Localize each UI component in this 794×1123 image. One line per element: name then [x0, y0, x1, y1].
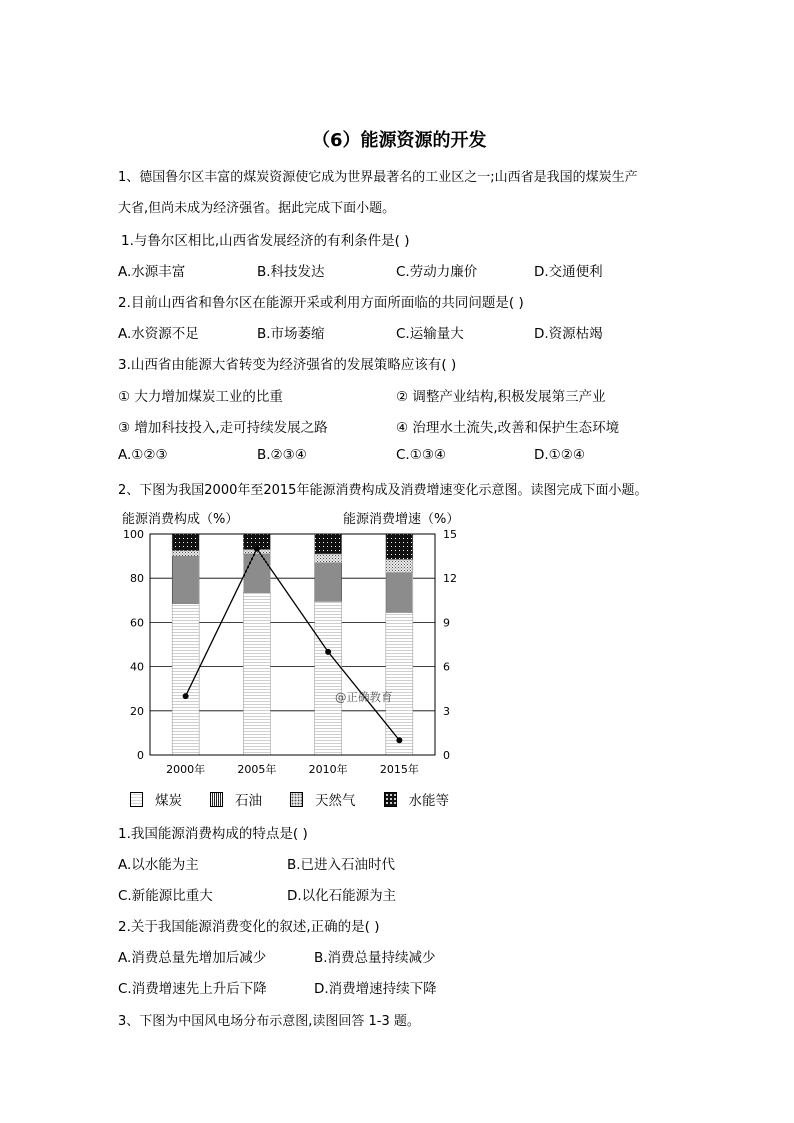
legend-swatch-oil: [210, 792, 223, 807]
right-axis-tick-label: 0: [443, 749, 450, 762]
q1-sub2-option-a[interactable]: A.水资源不足: [118, 326, 199, 342]
left-axis-tick-label: 100: [123, 528, 144, 541]
legend-item-oil: [210, 789, 262, 809]
bar-segment-oil: [315, 563, 342, 602]
q2-sub2-option-a[interactable]: A.消费总量先增加后减少: [118, 950, 267, 966]
legend-swatch-gas: [290, 792, 303, 807]
growth-rate-line: [186, 549, 400, 741]
right-axis-tick-label: 12: [443, 572, 457, 586]
growth-rate-point: [254, 546, 260, 552]
left-axis-tick-label: 40: [130, 660, 144, 674]
legend-label-hydro: 水能等: [408, 793, 449, 809]
watermark-text: @正确教育: [335, 690, 393, 704]
q1-sub3-stem: 3.山西省由能源大省转变为经济强省的发展策略应该有( ): [118, 357, 457, 373]
q1-sub2-stem: 2.目前山西省和鲁尔区在能源开采或利用方面所面临的共同问题是( ): [118, 295, 524, 311]
chart-legend: [130, 789, 477, 809]
left-axis-tick-label: 80: [130, 572, 144, 586]
legend-swatch-coal: [130, 792, 143, 807]
legend-label-coal: 煤炭: [155, 793, 182, 809]
q1-sub1-option-c[interactable]: C.劳动力廉价: [396, 264, 478, 280]
x-axis-tick-label: 2005年: [237, 763, 277, 776]
bar-segment-gas: [315, 554, 342, 563]
bar-segment-coal: [172, 604, 199, 755]
q2-intro: 2、下图为我国2000年至2015年能源消费构成及消费增速变化示意图。读图完成下面小题。: [118, 483, 648, 498]
bar-segment-hydro: [386, 534, 413, 559]
legend-label-oil: 石油: [235, 793, 262, 809]
q1-sub1-option-d[interactable]: D.交通便利: [534, 264, 603, 280]
q1-sub1-stem: 1.与鲁尔区相比,山西省发展经济的有利条件是( ): [121, 233, 410, 249]
q1-intro-line1: 1、德国鲁尔区丰富的煤炭资源使它成为世界最著名的工业区之一;山西省是我国的煤炭生产: [118, 170, 638, 185]
legend-item-coal: [130, 789, 182, 809]
q1-sub3-option-b[interactable]: B.②③④: [257, 447, 307, 463]
legend-label-gas: 天然气: [315, 793, 356, 809]
q1-sub1-option-a[interactable]: A.水源丰富: [118, 264, 186, 280]
q2-sub1-stem: 1.我国能源消费构成的特点是( ): [118, 826, 308, 842]
x-axis-tick-label: 2010年: [308, 763, 348, 776]
q2-sub2-stem: 2.关于我国能源消费变化的叙述,正确的是( ): [118, 919, 380, 935]
bar-segment-oil: [243, 554, 270, 593]
q1-sub3-option-c[interactable]: C.①③④: [396, 447, 447, 463]
energy-consumption-chart: [110, 525, 470, 785]
legend-item-gas: [290, 789, 356, 809]
bar-segment-gas: [172, 551, 199, 557]
right-axis-tick-label: 3: [443, 704, 450, 718]
q2-sub1-option-d[interactable]: D.以化石能源为主: [287, 888, 397, 904]
bar-segment-coal: [243, 593, 270, 755]
left-axis-tick-label: 60: [130, 616, 144, 630]
q1-sub2-option-d[interactable]: D.资源枯竭: [534, 326, 603, 342]
growth-rate-point: [183, 693, 189, 699]
q3-intro: 3、下图为中国风电场分布示意图,读图回答 1-3 题。: [118, 1014, 420, 1029]
q1-sub3-item-4: ④ 治理水土流失,改善和保护生态环境: [396, 420, 620, 436]
q1-intro-line2: 大省,但尚未成为经济强省。据此完成下面小题。: [118, 201, 396, 216]
bar-segment-coal: [315, 601, 342, 755]
left-axis-tick-label: 0: [137, 749, 144, 762]
right-axis-tick-label: 9: [443, 616, 450, 630]
q1-sub1-option-b[interactable]: B.科技发达: [257, 264, 325, 280]
chart-left-axis-title: 能源消费构成（%）: [122, 512, 239, 527]
bar-segment-hydro: [315, 534, 342, 554]
bar-segment-hydro: [172, 534, 199, 551]
q2-sub2-option-c[interactable]: C.消费增速先上升后下降: [118, 981, 267, 997]
q1-sub2-option-c[interactable]: C.运输量大: [396, 326, 464, 342]
left-axis-tick-label: 20: [130, 704, 144, 718]
q2-sub1-option-a[interactable]: A.以水能为主: [118, 857, 199, 873]
chart-right-axis-title: 能源消费增速（%）: [343, 512, 460, 527]
page-title: （6）能源资源的开发: [312, 130, 487, 151]
legend-swatch-hydro: [384, 792, 397, 807]
x-axis-tick-label: 2000年: [166, 763, 206, 776]
q1-sub3-item-2: ② 调整产业结构,积极发展第三产业: [396, 389, 606, 405]
bar-segment-oil: [172, 556, 199, 604]
right-axis-tick-label: 6: [443, 660, 450, 674]
growth-rate-point: [325, 649, 331, 655]
growth-rate-point: [396, 737, 402, 743]
bar-segment-oil: [386, 573, 413, 613]
right-axis-tick-label: 15: [443, 528, 457, 541]
q1-sub3-option-d[interactable]: D.①②④: [534, 447, 585, 463]
x-axis-tick-label: 2015年: [379, 763, 419, 776]
q2-sub1-option-b[interactable]: B.已进入石油时代: [287, 857, 396, 873]
bar-segment-coal: [386, 612, 413, 755]
q1-sub3-item-1: ① 大力增加煤炭工业的比重: [118, 389, 283, 405]
q1-sub2-option-b[interactable]: B.市场萎缩: [257, 326, 325, 342]
q2-sub1-option-c[interactable]: C.新能源比重大: [118, 888, 213, 904]
legend-item-hydro: [384, 789, 450, 809]
q2-sub2-option-b[interactable]: B.消费总量持续减少: [314, 950, 436, 966]
bar-segment-gas: [386, 559, 413, 572]
q1-sub3-option-a[interactable]: A.①②③: [118, 447, 168, 463]
q1-sub3-item-3: ③ 增加科技投入,走可持续发展之路: [118, 420, 328, 436]
q2-sub2-option-d[interactable]: D.消费增速持续下降: [314, 981, 437, 997]
